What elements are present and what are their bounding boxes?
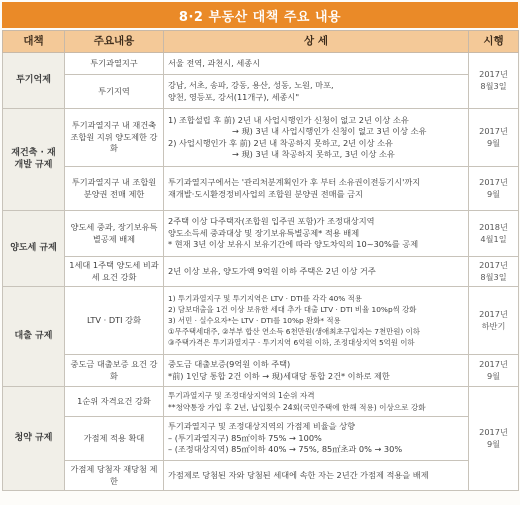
page-title: 8·2 부동산 대책 주요 내용 xyxy=(2,2,518,28)
detail-line: → 現) 3년 내 착공하지 못하고, 3년 이상 소유 xyxy=(232,149,395,159)
detail-line: 1) 조합설립 후 前) 2년 내 사업시행인가 신청이 없고 2년 이상 소유 xyxy=(168,114,409,125)
item-cell: 투기과열지구 내 재건축 조합원 지위 양도제한 강화 xyxy=(65,109,164,167)
table-row xyxy=(3,53,519,75)
date-line: 4월1일 xyxy=(480,233,507,244)
detail-cell xyxy=(164,75,469,109)
item-cell: 가점제 당첨자 재당첨 제한 xyxy=(65,461,164,491)
detail-cell xyxy=(164,109,469,167)
header-detail: 상 세 xyxy=(164,31,469,53)
table-row xyxy=(3,417,519,461)
detail-line: → 現) 3년 내 사업시행인가 신청이 없고 3년 이상 소유 xyxy=(232,126,427,136)
detail-line: 양천, 영등포, 강서(11개구), 세종시" xyxy=(168,91,300,102)
table-row xyxy=(3,257,519,287)
date-cell xyxy=(469,53,519,109)
detail-line: 1) 투기과열지구 및 투기지역은 LTV · DTI를 각각 40% 적용 xyxy=(168,294,362,303)
detail-cell xyxy=(164,387,469,417)
category-cell: 청약 규제 xyxy=(3,387,65,491)
date-cell xyxy=(469,257,519,287)
table-row xyxy=(3,461,519,491)
detail-cell xyxy=(164,355,469,387)
header-row xyxy=(3,31,519,53)
detail-cell xyxy=(164,53,469,75)
detail-line: 양도소득세 중과대상 및 장기보유특별공제* 적용 배제 xyxy=(168,227,360,238)
header-item: 주요내용 xyxy=(65,31,164,53)
date-cell xyxy=(469,387,519,491)
table-row xyxy=(3,167,519,211)
date-line: 2017년 xyxy=(479,126,508,136)
category-cell: 대출 규제 xyxy=(3,287,65,387)
detail-line: – (투기과열지구) 85㎡이하 75% → 100% xyxy=(168,432,322,443)
detail-line: 서울 전역, 과천시, 세종시 xyxy=(168,57,261,68)
date-line: 9월 xyxy=(486,370,501,381)
policy-table xyxy=(2,30,519,491)
detail-line: 2) 담보대출을 1건 이상 보유한 세대 추가 대출 LTV · DTI 비율 10%p씩 강화 xyxy=(168,305,417,314)
category-cell: 양도세 규제 xyxy=(3,211,65,287)
date-line: 2017년 xyxy=(479,359,508,369)
detail-cell xyxy=(164,211,469,257)
detail-line: 강남, 서초, 송파, 강동, 용산, 성동, 노원, 마포, xyxy=(168,80,334,90)
table-row xyxy=(3,287,519,355)
item-cell: 중도금 대출보증 요건 강화 xyxy=(65,355,164,387)
detail-cell xyxy=(164,167,469,211)
item-cell: 가점제 적용 확대 xyxy=(65,417,164,461)
date-line: 2017년 xyxy=(479,177,508,187)
date-line: 9월 xyxy=(486,188,501,199)
date-line: 2017년 xyxy=(479,427,508,437)
detail-cell xyxy=(164,461,469,491)
detail-line: – (조정대상지역) 85㎡이하 40% → 75%, 85㎡초과 0% → 30% xyxy=(168,444,403,455)
date-line: 8월3일 xyxy=(480,271,507,282)
date-line: 2017년 xyxy=(479,309,508,319)
item-cell: 양도세 중과, 장기보유특별공제 배제 xyxy=(65,211,164,257)
detail-line: 가점제로 당첨된 자와 당첨된 세대에 속한 자는 2년간 가점제 적용을 배제 xyxy=(168,469,429,480)
date-line: 2017년 xyxy=(479,69,508,79)
item-cell: 투기지역 xyxy=(65,75,164,109)
date-cell xyxy=(469,211,519,257)
table-row xyxy=(3,387,519,417)
date-line: 9월 xyxy=(486,137,501,148)
table-row xyxy=(3,355,519,387)
detail-line: ③주택가격은 투기과열지구 · 투기지역 6억원 이하, 조정대상지역 5억원 이하 xyxy=(168,338,415,347)
table-row xyxy=(3,211,519,257)
detail-line: 3) 서민 · 실수요자*는 LTV · DTI를 10%p 완화* 적용 xyxy=(168,316,341,325)
item-cell: 투기과열지구 내 조합원 분양권 전매 제한 xyxy=(65,167,164,211)
item-cell: 투기과열지구 xyxy=(65,53,164,75)
detail-line: 중도금 대출보증(9억원 이하 주택) xyxy=(168,359,291,369)
date-cell xyxy=(469,287,519,355)
detail-line: 2년 이상 보유, 양도가액 9억원 이하 주택은 2년 이상 거주 xyxy=(168,265,376,276)
detail-line: 투기과열지구 및 조정대상지역의 가점제 비율을 상향 xyxy=(168,421,356,432)
item-cell: 1순위 자격요건 강화 xyxy=(65,387,164,417)
detail-line: 투기과열지구 및 조정대상지역의 1순위 자격 xyxy=(168,391,315,400)
detail-line: *前) 1인당 통합 2건 이하 → 現)세대당 통합 2건* 이하로 제한 xyxy=(168,370,390,381)
detail-line: * 현재 3년 이상 보유시 보유기간에 따라 양도차익의 10~30%를 공제 xyxy=(168,239,419,250)
date-line: 8월3일 xyxy=(480,80,507,91)
header-category: 대책 xyxy=(3,31,65,53)
detail-cell xyxy=(164,417,469,461)
date-cell xyxy=(469,167,519,211)
date-line: 2017년 xyxy=(479,260,508,270)
detail-line: 2) 사업시행인가 후 前) 2년 내 착공하지 못하고, 2년 이상 소유 xyxy=(168,137,393,148)
detail-line: ①무주택세대주, ②부부 합산 연소득 6천만원(생애최초구입자는 7천만원) 이하 xyxy=(168,327,420,336)
detail-cell xyxy=(164,287,469,355)
header-timing: 시행 xyxy=(469,31,519,53)
detail-line: **청약통장 가입 후 2년, 납입횟수 24회(국민주택에 한해 적용) 이상으로 강화 xyxy=(168,402,426,412)
detail-line: 재개발·도시환경정비사업의 조합원 분양권 전매를 금지 xyxy=(168,188,363,199)
item-cell: 1세대 1주택 양도세 비과세 요건 강화 xyxy=(65,257,164,287)
date-line: 2018년 xyxy=(479,222,508,232)
date-cell xyxy=(469,355,519,387)
date-line: 9월 xyxy=(486,438,501,449)
date-cell xyxy=(469,109,519,167)
table-row xyxy=(3,75,519,109)
category-cell: 재건축 · 재개발 규제 xyxy=(3,109,65,211)
detail-line: 2주택 이상 다주택자(조합원 입주권 포함)가 조정대상지역 xyxy=(168,216,375,227)
date-line: 하반기 xyxy=(481,320,506,331)
detail-cell xyxy=(164,257,469,287)
category-cell: 투기억제 xyxy=(3,53,65,109)
table-row xyxy=(3,109,519,167)
detail-line: 투기과열지구에서는 '관리처분계획인가 후 부터 소유권이전등기시'까지 xyxy=(168,177,421,187)
item-cell: LTV · DTI 강화 xyxy=(65,287,164,355)
